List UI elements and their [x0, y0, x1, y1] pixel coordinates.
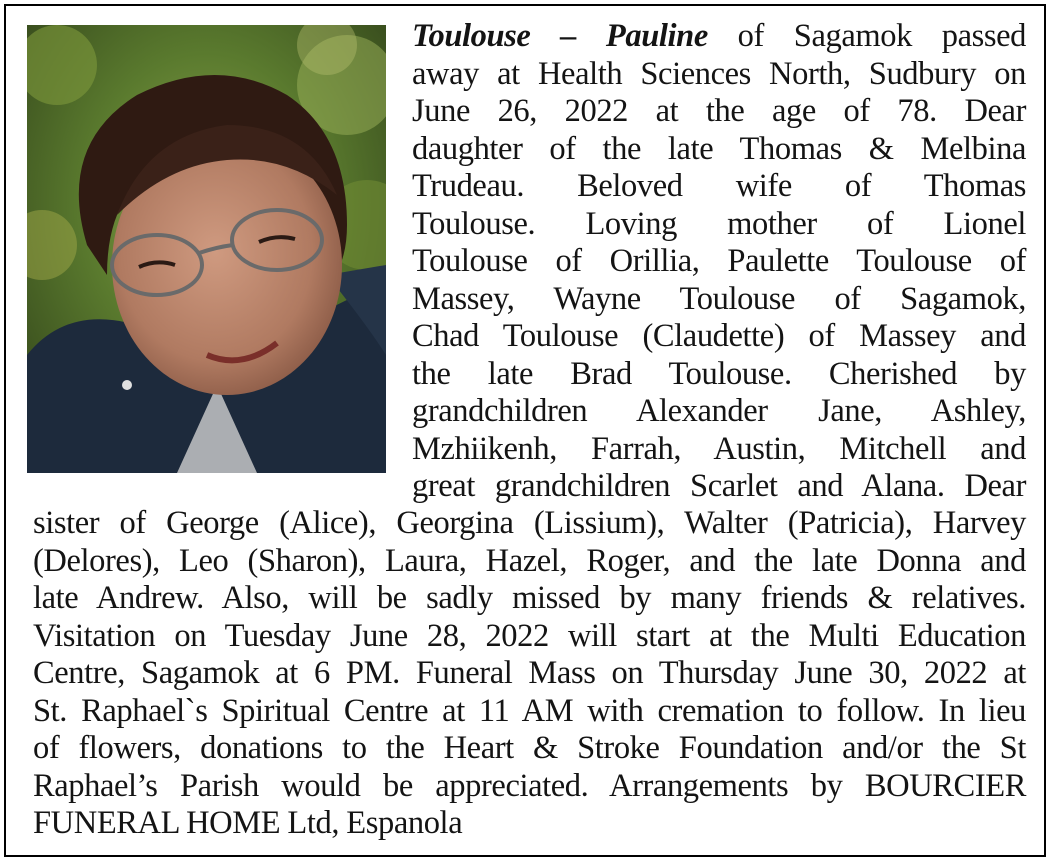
obituary-line-top-4: daughter of the late Thomas & Melbina	[412, 130, 1026, 167]
obituary-line-bottom-4: Visitation on Tuesday June 28, 2022 will start at the Multi Education	[33, 617, 1026, 654]
obituary-line-top-3: June 26, 2022 at the age of 78. Dear	[412, 93, 1026, 129]
obituary-line-bottom-5: Centre, Sagamok at 6 PM. Funeral Mass on Thursday June 30, 2022 at	[33, 655, 1026, 691]
obituary-text-top	[412, 18, 1026, 506]
obituary-line-top-6: Toulouse. Loving mother of Lionel	[412, 205, 1026, 242]
obituary-line-top-11: grandchildren Alexander Jane, Ashley,	[412, 393, 1026, 429]
obituary-line-bottom-6: St. Raphael`s Spiritual Centre at 11 AM with cremation to follow. In lieu	[33, 692, 1026, 729]
portrait-photo	[27, 25, 386, 473]
obituary-line-top-10: the late Brad Toulouse. Cherished by	[412, 355, 1026, 392]
portrait-image	[27, 25, 386, 473]
obituary-line-top-5: Trudeau. Beloved wife of Thomas	[412, 168, 1026, 204]
obituary-line-top-12: Mzhiikenh, Farrah, Austin, Mitchell and	[412, 430, 1026, 467]
obituary-line-top-8: Massey, Wayne Toulouse of Sagamok,	[412, 280, 1026, 317]
obituary-line-text: of Sagamok passed	[707, 18, 1026, 54]
obituary-line-top-2: away at Health Sciences North, Sudbury on	[412, 55, 1026, 92]
obituary-line-top-7: Toulouse of Orillia, Paulette Toulouse of	[412, 243, 1026, 279]
obituary-line-bottom-8: Raphael’s Parish would be appreciated. Arrangements by BOURCIER	[33, 767, 1026, 804]
obituary-line-bottom-1: sister of George (Alice), Georgina (Lissium), Walter (Patricia), Harvey	[33, 505, 1026, 541]
deceased-given-name: Pauline	[605, 18, 708, 54]
obituary-text-bottom	[33, 505, 1026, 843]
name-dash: –	[530, 18, 606, 54]
deceased-surname: Toulouse	[412, 18, 531, 54]
obituary-line-bottom-2: (Delores), Leo (Sharon), Laura, Hazel, Roger, and the late Donna and	[33, 542, 1026, 579]
obituary-line-top-13: great grandchildren Scarlet and Alana. Dear	[412, 468, 1026, 504]
obituary-line-top-9: Chad Toulouse (Claudette) of Massey and	[412, 318, 1026, 354]
obituary-line-bottom-9: FUNERAL HOME Ltd, Espanola	[33, 805, 463, 841]
obituary-line-bottom-3: late Andrew. Also, will be sadly missed by many friends & relatives.	[33, 580, 1026, 616]
obituary-line-top-1	[412, 18, 1026, 56]
obituary-line-bottom-7: of flowers, donations to the Heart & Stroke Foundation and/or the St	[33, 730, 1026, 766]
